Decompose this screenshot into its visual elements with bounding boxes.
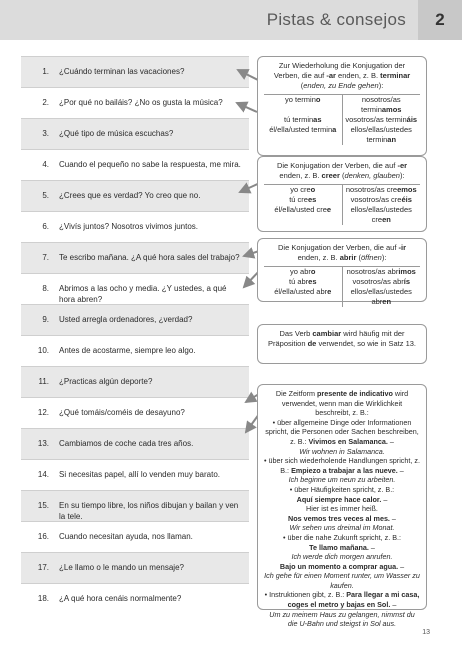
sentence-number: 8. xyxy=(42,284,49,293)
ar-conjugation-table: yo termino nosotros/as terminamos tú terminas vosotros/as termináis él/ella/usted termina ellos/ellas/ustedes terminan xyxy=(264,94,420,145)
sentence-number: 16. xyxy=(37,532,49,541)
sentence-number: 1. xyxy=(42,67,49,76)
sentence-number: 10. xyxy=(37,346,49,355)
sentence-number: 3. xyxy=(42,129,49,138)
sentence-number: 13. xyxy=(37,439,49,448)
sentence-text: Abrimos a las ocho y media. ¿Y ustedes, a qué hora abren? xyxy=(59,284,227,304)
sentence-number: 15. xyxy=(37,501,49,510)
sentence-text: ¿Por qué no bailáis? ¿No os gusta la música? xyxy=(59,98,223,107)
sentence-text: ¿A qué hora cenáis normalmente? xyxy=(59,594,182,603)
sentence-number: 12. xyxy=(37,408,49,417)
sentence-number: 18. xyxy=(37,594,49,603)
sentence-text: Cambiamos de coche cada tres años. xyxy=(59,439,194,448)
sentence-text: ¿Cuándo terminan las vacaciones? xyxy=(59,67,185,76)
sentence-text: ¿Qué tipo de música escuchas? xyxy=(59,129,174,138)
page-number: 13 xyxy=(422,629,430,636)
ir-conjugation-table: yo abro nosotros/as abrimos tú abres vosotros/as abrís él/ella/usted abre ellos/ellas/ustedes abren xyxy=(264,266,420,307)
tip-box-ar-verbs: Zur Wiederholung die Konjugation der Verben, die auf -ar enden, z. B. terminar (enden, zu Ende gehen): yo termino nosotros/as terminamos tú terminas vosotros/as termináis él/ella/usted termina ellos/ellas/ustedes terminan xyxy=(257,56,427,156)
section-title: Pistas & consejos xyxy=(266,10,406,29)
sentence-number: 9. xyxy=(42,315,49,324)
sentence-text: ¿Crees que es verdad? Yo creo que no. xyxy=(59,191,201,200)
er-conjugation-table: yo creo nosotros/as creemos tú crees vosotros/as creéis él/ella/usted cree ellos/ellas/ustedes creen xyxy=(264,184,420,225)
sentence-text: Si necesitas papel, allí lo venden muy barato. xyxy=(59,470,220,479)
tip-box-presente-de-indicativo: Die Zeitform presente de indicativo wird verwendet, wenn man die Wirklichkeit beschreibt, z. B.: • über allgemeine Dinge oder Informationen spricht, die Personen oder Sachen beschreiben, z. B.: Vivimos en Salamanca. – Wir wohnen in Salamanca. • über sich wiederholende Handlungen spricht, z. B.: Empiezo a trabajar a las nueve. – Ich beginne um neun zu arbeiten. • über Häufigkeiten spricht, z. B.: Aquí siempre hace calor. – Hier ist es immer heiß. Nos vemos tres veces al mes. – Wir sehen uns dreimal im Monat. • über die nahe Zukunft spricht, z. B.: Te llamo mañana. – Ich werde dich morgen anrufen. Bajo un momento a comprar agua. – Ich gehe für einen Moment runter, um Wasser zu kaufen. • Instruktionen gibt, z. B.: Para llegar a mi casa, coges el metro y bajas en Sol. – Um zu meinem Haus zu gelangen, nimmst du die U-Bahn und steigst in Sol aus. xyxy=(257,384,427,610)
tip-box-er-verbs: Die Konjugation der Verben, die auf -er enden, z. B. creer (denken, glauben): yo creo nosotros/as creemos tú crees vosotros/as creéis él/ella/usted cree ellos/ellas/ustedes creen xyxy=(257,156,427,232)
sentence-text: ¿Qué tomáis/coméis de desayuno? xyxy=(59,408,185,417)
chapter-number: 2 xyxy=(418,0,462,40)
sentence-text: ¿Le llamo o le mando un mensaje? xyxy=(59,563,184,572)
sentence-text: ¿Vivís juntos? Nosotros vivimos juntos. xyxy=(59,222,199,231)
sentence-text: Usted arregla ordenadores, ¿verdad? xyxy=(59,315,193,324)
sentence-number: 11. xyxy=(38,377,49,386)
tip-box-cambiar: Das Verb cambiar wird häufig mit der Präposition de verwendet, so wie in Satz 13. xyxy=(257,324,427,364)
arrow-to-sentence-2 xyxy=(237,103,257,112)
sentence-number: 14. xyxy=(37,470,49,479)
tip-box-ir-verbs: Die Konjugation der Verben, die auf -ir enden, z. B. abrir (öffnen): yo abro nosotros/as abrimos tú abres vosotros/as abrís él/ella/usted abre ellos/ellas/ustedes abren xyxy=(257,238,427,302)
sentence-number: 2. xyxy=(42,98,49,107)
sentence-number: 7. xyxy=(42,253,49,262)
sentence-text: Antes de acostarme, siempre leo algo. xyxy=(59,346,196,355)
sentence-number: 4. xyxy=(42,160,49,169)
sentence-text: En su tiempo libre, los niños dibujan y bailan y ven la tele. xyxy=(59,501,239,521)
sentence-number: 5. xyxy=(42,191,49,200)
sentence-text: ¿Practicas algún deporte? xyxy=(59,377,153,386)
sentence-text: Te escribo mañana. ¿A qué hora sales del trabajo? xyxy=(59,253,240,262)
sentence-number: 17. xyxy=(37,563,49,572)
sentence-number: 6. xyxy=(42,222,49,231)
sentence-text: Cuando el pequeño no sabe la respuesta, me mira. xyxy=(59,160,241,169)
sentence-text: Cuando necesitan ayuda, nos llaman. xyxy=(59,532,193,541)
